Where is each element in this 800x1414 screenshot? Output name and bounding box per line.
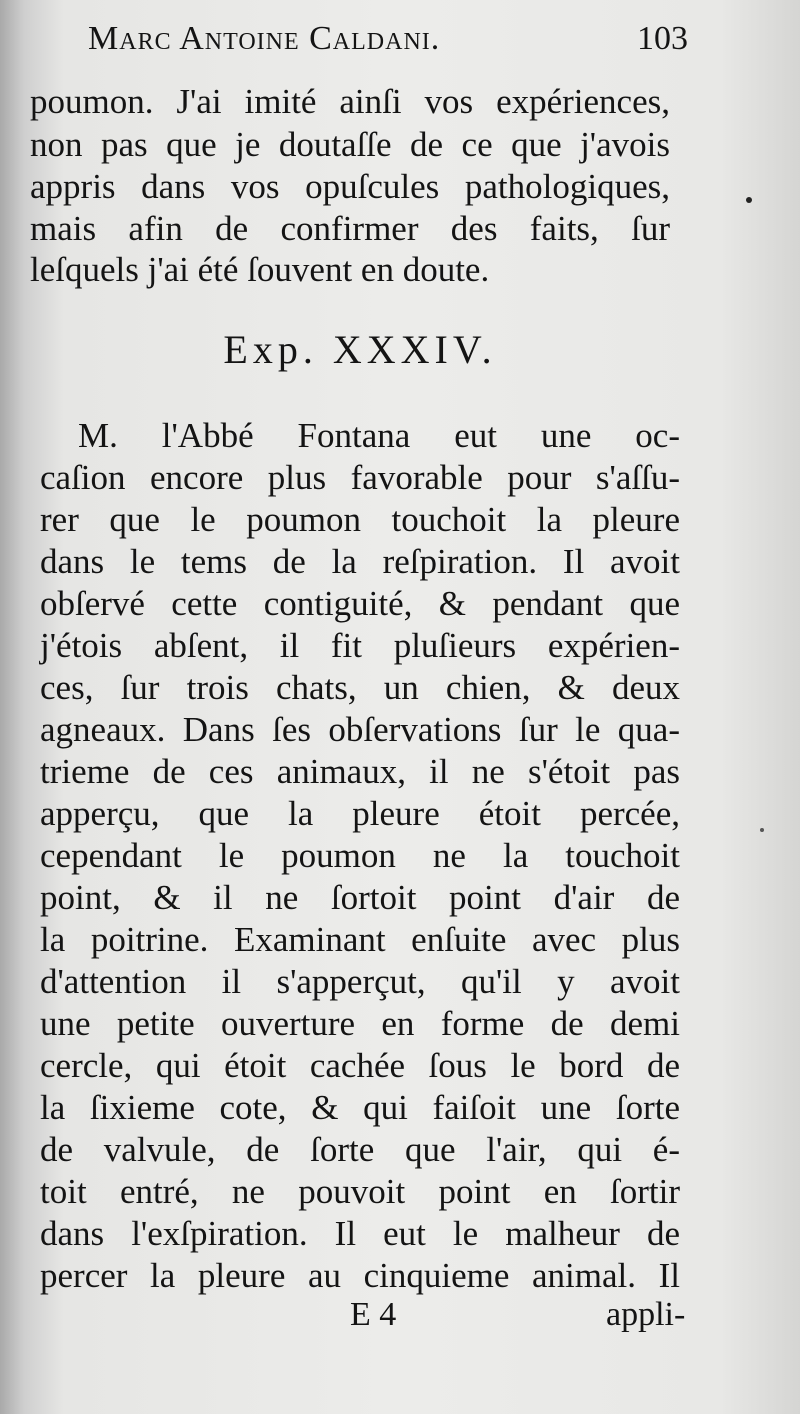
text-line: leſquels j'ai été ſouvent en doute. xyxy=(30,250,490,289)
page-number: 103 xyxy=(637,20,688,57)
text-line: poumon. J'ai imité ainſi vos expériences, xyxy=(30,82,670,121)
page-header xyxy=(88,20,688,64)
section-heading: Exp. XXXIV. xyxy=(223,327,497,372)
text-line: trieme de ces animaux, il ne s'étoit pas xyxy=(40,752,680,791)
ink-speck xyxy=(746,197,752,203)
text-line: caſion encore plus favorable pour s'aſſu- xyxy=(40,458,680,497)
text-line: agneaux. Dans ſes obſervations ſur le qua- xyxy=(40,710,680,749)
text-line: percer la pleure au cinquieme animal. Il xyxy=(40,1256,680,1295)
text-line: toit entré, ne pouvoit point en ſortir xyxy=(40,1172,680,1211)
text-line: point, & il ne ſortoit point d'air de xyxy=(40,878,680,917)
text-line: M. l'Abbé Fontana eut une oc- xyxy=(78,416,680,455)
text-line: apperçu, que la pleure étoit percée, xyxy=(40,794,680,833)
signature-mark: E 4 xyxy=(350,1296,397,1333)
catchword: appli- xyxy=(606,1296,686,1333)
text-line: cependant le poumon ne la touchoit xyxy=(40,836,680,875)
text-line: non pas que je doutaſſe de ce que j'avois xyxy=(30,125,670,164)
text-line: une petite ouverture en forme de demi xyxy=(40,1004,680,1043)
page-footer xyxy=(0,1296,800,1340)
text-line: dans l'exſpiration. Il eut le malheur de xyxy=(40,1214,680,1253)
text-line: dans le tems de la reſpiration. Il avoit xyxy=(40,542,680,581)
text-line: j'étois abſent, il fit pluſieurs expérien- xyxy=(40,626,680,665)
text-line: la ſixieme cote, & qui faiſoit une ſorte xyxy=(40,1088,680,1127)
text-line: rer que le poumon touchoit la pleure xyxy=(40,500,680,539)
text-line: de valvule, de ſorte que l'air, qui é- xyxy=(40,1130,680,1169)
text-line: appris dans vos opuſcules pathologiques, xyxy=(30,167,670,206)
text-line: ces, ſur trois chats, un chien, & deux xyxy=(40,668,680,707)
text-line: obſervé cette contiguité, & pendant que xyxy=(40,584,680,623)
text-line: d'attention il s'apperçut, qu'il y avoit xyxy=(40,962,680,1001)
running-head: Marc Antoine Caldani. xyxy=(88,20,441,57)
text-line: la poitrine. Examinant enſuite avec plus xyxy=(40,920,680,959)
ink-speck xyxy=(760,828,764,832)
text-line: mais afin de confirmer des faits, ſur xyxy=(30,209,670,248)
text-line: cercle, qui étoit cachée ſous le bord de xyxy=(40,1046,680,1085)
